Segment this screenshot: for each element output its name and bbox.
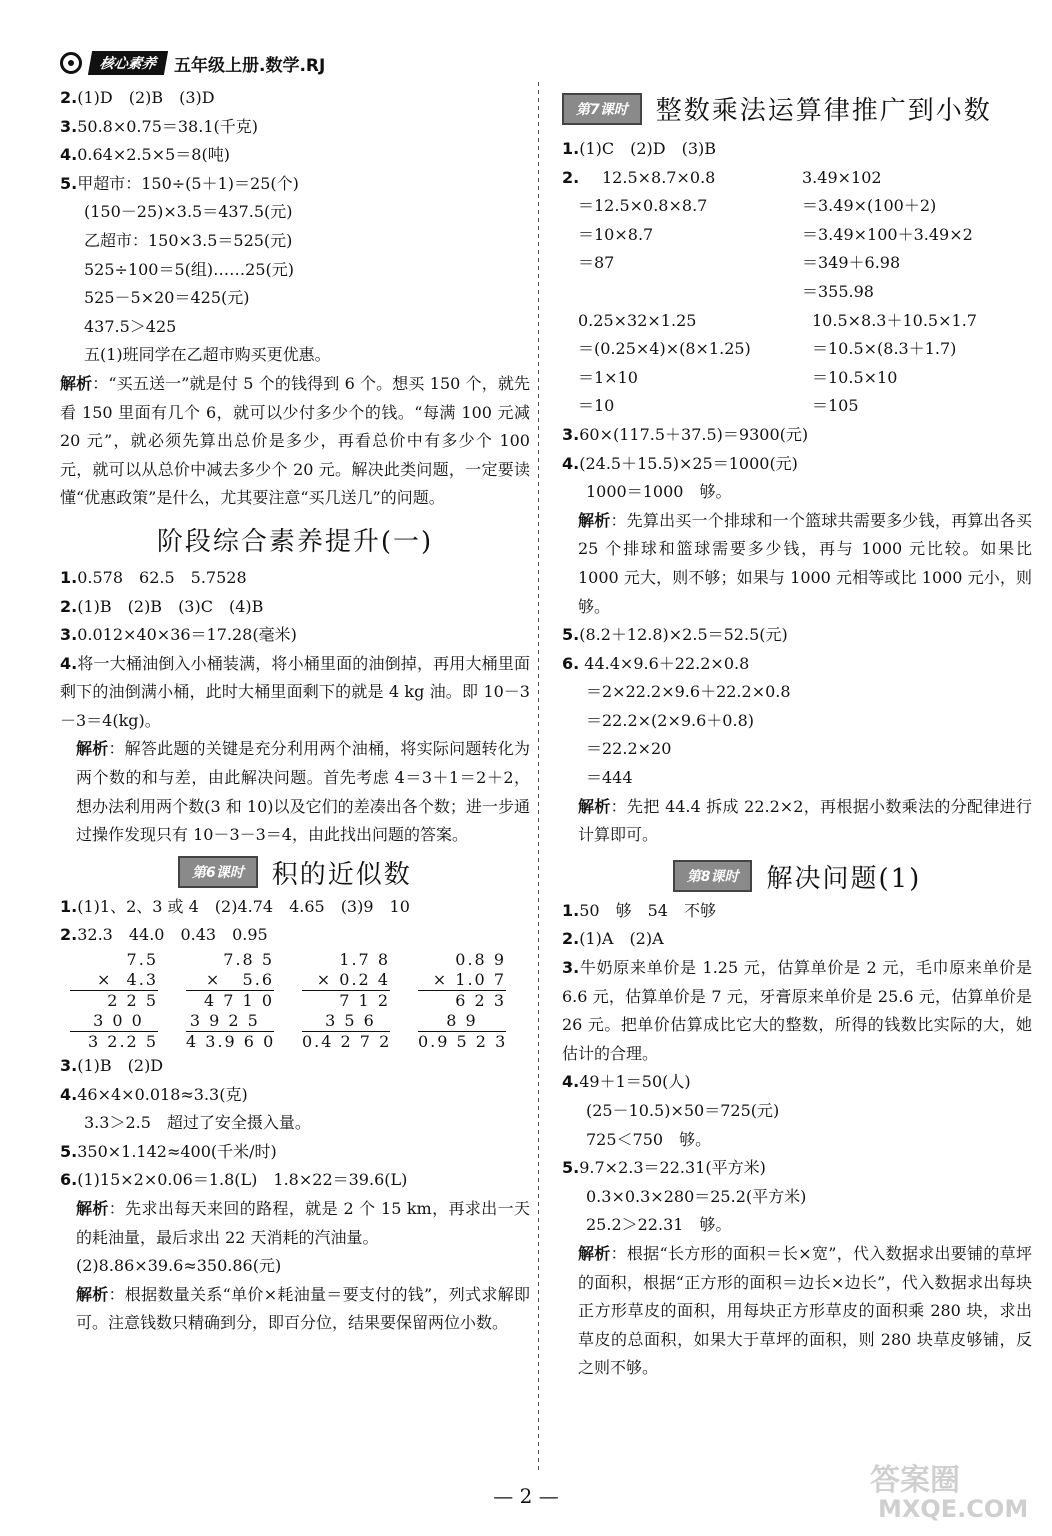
calc-line: 6 2 3 <box>455 991 506 1011</box>
analysis-label: 解析 <box>76 1284 109 1304</box>
question-number: 2. <box>562 929 580 949</box>
answer-line <box>60 1109 530 1138</box>
calc-line: × 5.6 <box>186 970 274 991</box>
answer-text: (1)D (2)B (3)D <box>77 88 215 107</box>
answer-line <box>562 897 1032 926</box>
logo-icon <box>60 52 82 74</box>
answer-line <box>60 256 530 285</box>
answer-text: 0.012×40×36＝17.28(毫米) <box>77 625 297 645</box>
calc-line: 0.4 2 7 2 <box>302 1032 392 1052</box>
calc-step: ＝355.98 <box>802 281 874 301</box>
question-number: 3. <box>562 424 580 444</box>
vertical-calc <box>418 950 506 1052</box>
calc-step: ＝349＋6.98 <box>802 253 901 273</box>
answer-text: 1000＝1000 够。 <box>586 482 732 502</box>
calc-line: 4 7 1 0 <box>204 991 274 1011</box>
vertical-calc <box>70 950 158 1052</box>
analysis-label: 解析 <box>578 796 611 816</box>
answer-text: 50.8×0.75＝38.1(千克) <box>77 116 258 136</box>
analysis-label: 解析 <box>76 1199 109 1218</box>
logo-text: 核心素养 <box>88 51 168 75</box>
question-number: 2. <box>60 88 78 107</box>
answer-line <box>60 621 530 650</box>
answer-text: 乙超市：150×3.5＝525(元) <box>84 230 293 250</box>
answer-line <box>562 1068 1032 1097</box>
calc-step: ＝10×8.7 <box>578 224 654 244</box>
answer-line <box>562 925 1032 954</box>
answer-line <box>60 1081 530 1110</box>
answer-text: 五(1)班同学在乙超市购买更优惠。 <box>84 345 331 365</box>
answer-text: 甲超市：150÷(5＋1)＝25(个) <box>77 173 299 193</box>
answer-line <box>562 1097 1032 1126</box>
answer-text: (1)1、2、3 或 4 (2)4.74 4.65 (3)9 10 <box>77 896 410 916</box>
answer-text: 46×4×0.018≈3.3(克) <box>77 1084 248 1104</box>
answer-text: 0.64×2.5×5＝8(吨) <box>77 145 230 165</box>
answer-text: (1)A (2)A <box>579 929 664 949</box>
calc-line: × 0.2 4 <box>302 970 390 991</box>
calc-line: × 4.3 <box>70 970 158 991</box>
answer-text: 25.2＞22.31 够。 <box>586 1215 732 1235</box>
lesson-heading <box>562 90 1032 127</box>
analysis-note <box>562 793 1032 850</box>
page-number: — 2 — <box>493 1484 559 1508</box>
calc-step: 12.5×8.7×0.8 <box>602 167 716 187</box>
answer-line: (2)8.86×39.6≈350.86(元) <box>76 1256 282 1276</box>
calc-row <box>562 221 1032 250</box>
answer-text: 9.7×2.3＝22.31(平方米) <box>579 1158 766 1178</box>
question-number: 3. <box>60 1056 78 1076</box>
answer-text: 44.4×9.6＋22.2×0.8 <box>579 653 750 673</box>
question-number: 3. <box>60 625 78 645</box>
header-subtitle: 五年级上册.数学.RJ <box>174 55 326 76</box>
calc-line: 3 5 6 <box>302 1011 390 1032</box>
calc-row <box>578 364 1032 393</box>
answer-line <box>562 421 1032 450</box>
question-number: 2. <box>60 596 78 616</box>
calc-line: 1.7 8 <box>339 950 390 970</box>
answers-block-r3 <box>562 897 1032 954</box>
analysis-text: ：先求出每天来回的路程，就是 2 个 15 km，再求出一天的耗油量，最后求出 22 天消耗的汽油量。 <box>76 1199 530 1247</box>
calc-line: 3 0 0 <box>70 1011 158 1032</box>
calc-line: 7.5 <box>126 950 158 970</box>
lesson-badge: 第6课时 <box>178 856 258 888</box>
answer-text: 350×1.142≈400(千米/时) <box>77 1141 277 1161</box>
answer-line <box>562 764 1032 793</box>
answer-text: (1)B (2)D <box>77 1056 164 1076</box>
watermark-url: MXQE.COM <box>878 1495 1029 1523</box>
answers-block-3 <box>60 893 530 950</box>
answer-line <box>562 1126 1032 1155</box>
analysis-label: 解析 <box>60 373 93 393</box>
answer-line <box>60 84 530 113</box>
analysis-note <box>60 735 530 849</box>
answer-text: (150－25)×3.5＝437.5(元) <box>84 202 293 222</box>
lesson-title: 整数乘法运算律推广到小数 <box>655 96 992 126</box>
answer-text: 0.3×0.3×280＝25.2(平方米) <box>586 1186 807 1206</box>
question-number: 5. <box>60 1141 78 1161</box>
analysis-label: 解析 <box>578 1243 611 1263</box>
question-number: 1. <box>562 139 580 158</box>
answer-text: 3.3＞2.5 超过了安全摄入量。 <box>84 1113 311 1133</box>
calc-line: 3 9 2 5 <box>186 1011 274 1032</box>
answer-line <box>562 650 1032 679</box>
answer-text: (1)C (2)D (3)B <box>579 139 717 158</box>
calc-step: ＝87 <box>578 253 615 273</box>
answers-block-r4 <box>562 1068 1032 1240</box>
answer-line <box>562 621 1032 650</box>
calc-step <box>578 278 802 307</box>
vertical-calc <box>186 950 274 1052</box>
answer-line <box>562 1183 1032 1212</box>
answer-line <box>562 678 1032 707</box>
question-number: 6. <box>60 1170 78 1190</box>
analysis-note <box>562 507 1032 621</box>
calc-step: 10.5×8.3＋10.5×1.7 <box>812 310 977 330</box>
answer-line <box>60 1138 530 1167</box>
calc-step: ＝10.5×(8.3＋1.7) <box>812 339 957 359</box>
answer-text: (1)15×2×0.06＝1.8(L) 1.8×22＝39.6(L) <box>77 1170 408 1190</box>
calc-row <box>578 307 1032 336</box>
answer-line <box>60 564 530 593</box>
question-number: 3. <box>562 958 580 978</box>
answer-line <box>562 478 1032 507</box>
calc-row <box>562 249 1032 278</box>
answer-text: 60×(117.5＋37.5)＝9300(元) <box>579 424 809 444</box>
calc-pairs-b <box>562 307 1032 421</box>
right-column <box>562 84 1032 1383</box>
answer-text: ＝22.2×(2×9.6＋0.8) <box>586 710 754 730</box>
answer-line <box>562 1154 1032 1183</box>
lesson-badge: 第8课时 <box>673 860 753 892</box>
calc-line: 3 2.2 5 <box>88 1032 158 1052</box>
calc-step: ＝1×10 <box>578 367 638 387</box>
answer-line <box>60 113 530 142</box>
question-number: 4. <box>60 653 78 673</box>
vertical-multiplications <box>60 950 530 1052</box>
answers-block-4 <box>60 1052 530 1195</box>
question-number: 6. <box>562 653 580 673</box>
calc-step: ＝10 <box>578 396 615 416</box>
answer-line <box>60 1052 530 1081</box>
answers-block-2 <box>60 564 530 650</box>
question-4 <box>60 650 530 736</box>
question-3 <box>562 954 1032 1068</box>
question-number: 1. <box>60 896 78 916</box>
answer-text: 437.5＞425 <box>84 316 177 336</box>
answers-block-1 <box>60 84 530 370</box>
calc-step: 0.25×32×1.25 <box>578 310 697 330</box>
question-number: 4. <box>562 1072 580 1092</box>
answer-text: 32.3 44.0 0.43 0.95 <box>77 925 268 945</box>
answer-text: 0.578 62.5 5.7528 <box>77 567 247 587</box>
calc-step: ＝3.49×(100＋2) <box>802 196 937 216</box>
analysis-text: ：先算出买一个排球和一个篮球共需要多少钱，再算出各买 25 个排球和篮球需要多少钱，再与 1000 元比较。如果比 1000 元大，则不够；如果与 1000 元相等或比 1000 元小，则够。 <box>578 510 1032 616</box>
calc-step: ＝10.5×10 <box>812 367 898 387</box>
answer-line <box>562 1211 1032 1240</box>
answer-line <box>60 921 530 950</box>
page-header <box>60 48 325 78</box>
lesson-title: 解决问题(1) <box>766 863 922 894</box>
answer-line <box>562 450 1032 479</box>
answer-line <box>60 1166 530 1195</box>
calc-line: 0.9 5 2 3 <box>418 1032 508 1052</box>
question-number: 4. <box>60 1084 78 1104</box>
question-text: 将一大桶油倒入小桶装满，将小桶里面的油倒掉，再用大桶里面剩下的油倒满小桶，此时大桶里面剩下的就是 4 kg 油。即 10－3－3＝4(kg)。 <box>60 653 530 730</box>
calc-row <box>578 392 1032 421</box>
lesson-badge: 第7课时 <box>562 93 642 125</box>
analysis-text: ：解答此题的关键是充分利用两个油桶，将实际问题转化为两个数的和与差，由此解决问题。首先考虑 4＝3＋1＝2＋2，想办法利用两个数(3 和 10)以及它们的差凑出各个数；进一步通过操作发现只有 10－3－3＝4，由此找出问题的答案。 <box>76 739 530 845</box>
answer-text: (8.2＋12.8)×2.5＝52.5(元) <box>579 625 788 645</box>
answer-line <box>60 170 530 199</box>
question-number: 2. <box>562 167 580 187</box>
calc-line: × 1.0 7 <box>418 970 506 991</box>
calc-step: ＝12.5×0.8×8.7 <box>578 196 708 216</box>
analysis-note <box>60 370 530 513</box>
calc-step: ＝105 <box>812 396 859 416</box>
answer-text: 525÷100＝5(组)……25(元) <box>84 259 294 279</box>
answer-line <box>60 227 530 256</box>
calc-step: 3.49×102 <box>802 167 882 187</box>
question-number: 5. <box>562 625 580 645</box>
analysis-label: 解析 <box>76 739 109 759</box>
question-number: 5. <box>562 1158 580 1178</box>
answer-line <box>60 593 530 622</box>
answer-line <box>60 198 530 227</box>
answer-text: ＝444 <box>586 768 633 788</box>
calc-line: 2 2 5 <box>107 991 158 1011</box>
analysis-note <box>562 1240 1032 1383</box>
section-title: 阶段综合素养提升(一) <box>156 526 434 557</box>
answer-text: (24.5＋15.5)×25＝1000(元) <box>579 453 798 473</box>
analysis-note <box>60 1281 530 1338</box>
lesson-heading <box>562 858 1032 895</box>
question-number: 4. <box>562 453 580 473</box>
calc-row <box>562 192 1032 221</box>
answer-text: 50 够 54 不够 <box>579 900 716 920</box>
column-divider <box>538 82 539 1472</box>
watermark-logo: 答案圈 <box>870 1463 960 1498</box>
calc-row <box>562 164 1032 193</box>
vertical-calc <box>302 950 390 1052</box>
answer-line <box>60 313 530 342</box>
left-column <box>60 84 530 1338</box>
question-number: 1. <box>60 567 78 587</box>
lesson-title: 积的近似数 <box>271 859 412 890</box>
question-number: 5. <box>60 173 78 193</box>
calc-line: 7.8 5 <box>223 950 274 970</box>
analysis-text: ：“买五送一”就是付 5 个的钱得到 6 个。想买 150 个，就先看 150 里面有几个 6，就可以少付多少个的钱。“每满 100 元减 20 元”，就必须先算出总价是多少，再看总价中有多少个 100 元，就可以从总价中减去多少个 20 元。解决此类问题，一定要读懂“优惠政策”是什么，尤其要注意“买几送几”的问题。 <box>60 373 530 508</box>
answer-line <box>562 735 1032 764</box>
answer-text: ＝22.2×20 <box>586 739 672 759</box>
question-number: 1. <box>562 900 580 920</box>
calc-line: 8 9 <box>418 1011 506 1032</box>
answers-block-r2 <box>562 621 1032 793</box>
answer-line <box>60 341 530 370</box>
answer-text: (1)B (2)B (3)C (4)B <box>77 596 264 616</box>
answer-line <box>562 135 1032 164</box>
answer-line <box>60 141 530 170</box>
question-text: 牛奶原来单价是 1.25 元，估算单价是 2 元，毛巾原来单价是 6.6 元，估算单价是 7 元，牙膏原来单价是 25.6 元，估算单价是 26 元。把单价估算成比它大的整数，所得的钱数比实际的大，她估计的合理。 <box>562 958 1032 1063</box>
lesson-heading <box>178 854 530 891</box>
answer-text: 525－5×20＝425(元) <box>84 288 250 308</box>
answer-text: 49＋1＝50(人) <box>579 1072 691 1092</box>
calc-line: 7 1 2 <box>339 991 390 1011</box>
answer-text: (25－10.5)×50＝725(元) <box>586 1101 780 1120</box>
calc-step: ＝(0.25×4)×(8×1.25) <box>578 339 751 359</box>
calc-row <box>562 278 1032 307</box>
question-number: 2. <box>60 925 78 945</box>
calc-pairs-a <box>562 164 1032 307</box>
answer-line <box>60 284 530 313</box>
analysis-text: ：根据数量关系“单价×耗油量＝要支付的钱”，列式求解即可。注意钱数只精确到分，即百分位，结果要保留两位小数。 <box>76 1284 530 1333</box>
calc-line: 4 3.9 6 0 <box>186 1032 276 1052</box>
analysis-text: ：根据“长方形的面积＝长×宽”，代入数据求出要铺的草坪的面积，根据“正方形的面积＝边长×边长”，代入数据求出每块正方形草皮的面积，用每块正方形草皮的面积乘 280 块，求出草皮的总面积，如果大于草坪的面积，则 280 块草皮够铺，反之则不够。 <box>578 1243 1032 1378</box>
calc-line: 0.8 9 <box>455 950 506 970</box>
answer-text: 725＜750 够。 <box>586 1129 712 1149</box>
analysis-label: 解析 <box>578 510 611 530</box>
question-number: 3. <box>60 116 78 136</box>
calc-step: ＝3.49×100＋3.49×2 <box>802 224 973 244</box>
question-number: 4. <box>60 145 78 165</box>
answers-block-r1 <box>562 421 1032 507</box>
analysis-text: ：先把 44.4 拆成 22.2×2，再根据小数乘法的分配律进行计算即可。 <box>578 796 1032 845</box>
answer-text: ＝2×22.2×9.6＋22.2×0.8 <box>586 682 791 702</box>
analysis-note <box>60 1195 530 1252</box>
answer-line <box>562 707 1032 736</box>
calc-row <box>578 335 1032 364</box>
answer-line <box>60 893 530 922</box>
